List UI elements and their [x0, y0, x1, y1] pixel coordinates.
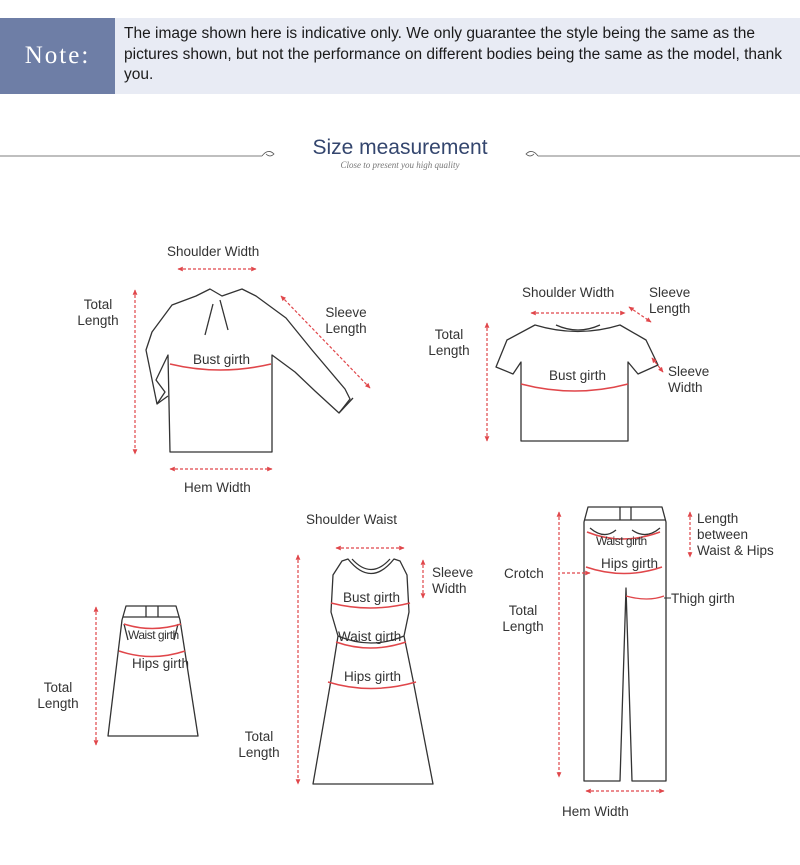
section-divider	[0, 151, 800, 156]
shirt-bust-girth-label: Bust girth	[193, 352, 251, 367]
shirt-sleeve-length-label: Sleeve Length	[325, 305, 367, 336]
pants-hips-girth-label: Hips girth	[601, 556, 659, 571]
pants-thigh-curve	[626, 596, 664, 599]
tshirt-sleeve-length-arrow	[629, 307, 651, 322]
pants-waist-girth-label: Waist girth	[596, 534, 647, 548]
tshirt-sleeve-length-label: Sleeve Length	[649, 285, 691, 316]
shirt-hem-width-label: Hem Width	[184, 480, 251, 495]
dress-shoulder-waist-label: Shoulder Waist	[306, 512, 398, 527]
pants-crotch-label: Crotch	[504, 566, 544, 581]
pants-total-length-label: Total Length	[502, 603, 544, 634]
note-text: The image shown here is indicative only. We only guarantee the style being the same as the pictures shown, but not the performance on different bodies being the same as the model, thank you.	[124, 25, 783, 83]
tshirt-total-length-label: Total Length	[428, 327, 470, 358]
section-title: Size measurement	[312, 136, 488, 159]
note-tag: Note:	[0, 18, 115, 94]
dress-total-length-label: Total Length	[238, 729, 280, 760]
tshirt-shoulder-width-label: Shoulder Width	[522, 285, 615, 300]
dress-hips-girth-label: Hips girth	[344, 669, 402, 684]
pants-thigh-girth-label: Thigh girth	[671, 591, 735, 606]
skirt-waist-girth-label: Waist girth	[128, 628, 179, 642]
shirt-total-length-label: Total Length	[77, 297, 119, 328]
pants-length-between-label: Length between Waist & Hips	[697, 511, 774, 558]
dress-waist-girth-label: Waist girth	[338, 629, 402, 644]
dress-sleeve-width-label: Sleeve Width	[432, 565, 474, 596]
tshirt-bust-girth-label: Bust girth	[549, 368, 607, 383]
skirt-hips-girth-label: Hips girth	[132, 656, 190, 671]
dress-measure-lines	[298, 548, 423, 784]
section-subtitle: Close to present you high quality	[340, 160, 460, 170]
pants-hem-width-label: Hem Width	[562, 804, 629, 819]
tshirt-sleeve-width-label: Sleeve Width	[668, 364, 710, 395]
tshirt-bust-curve	[521, 384, 628, 391]
dress-bust-girth-label: Bust girth	[343, 590, 401, 605]
skirt-total-length-label: Total Length	[37, 680, 79, 711]
shirt-shoulder-width-label: Shoulder Width	[167, 244, 260, 259]
